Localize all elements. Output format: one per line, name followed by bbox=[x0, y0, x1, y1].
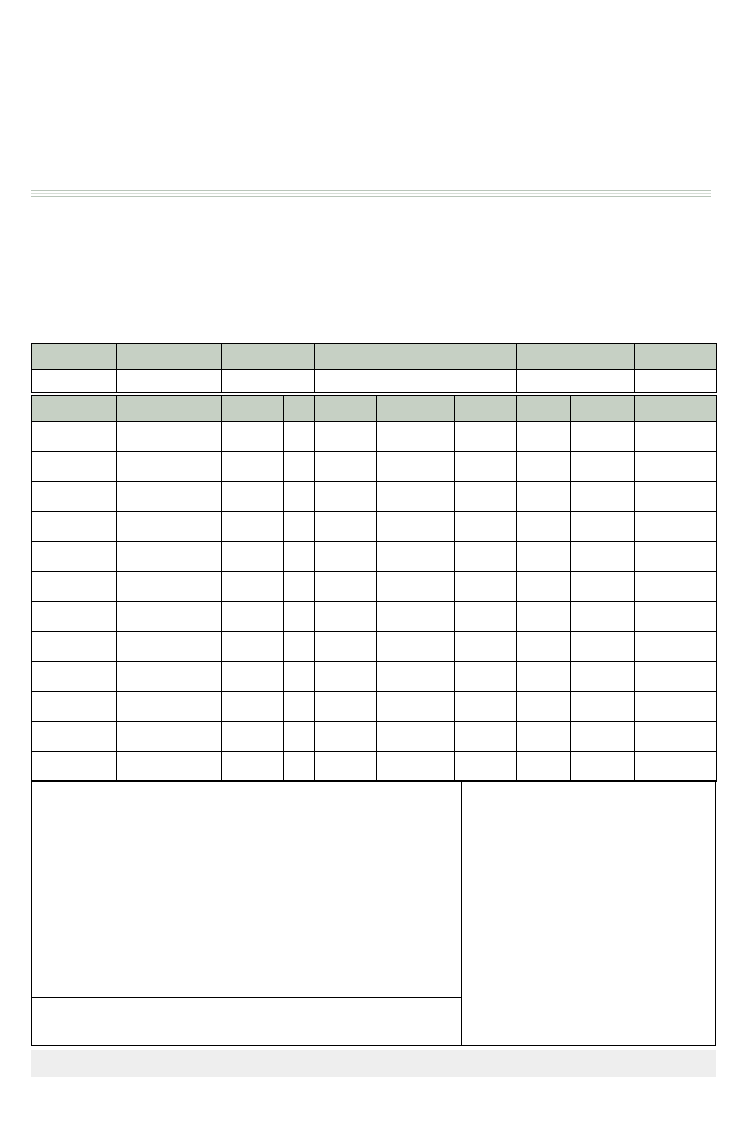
item-cell-location[interactable] bbox=[32, 542, 117, 572]
item-cell-width[interactable] bbox=[315, 452, 377, 482]
item-cell-location[interactable] bbox=[32, 452, 117, 482]
item-cell-rate[interactable] bbox=[571, 602, 635, 632]
item-cell-product[interactable] bbox=[117, 422, 222, 452]
item-cell-width[interactable] bbox=[315, 692, 377, 722]
item-cell-product[interactable] bbox=[117, 752, 222, 782]
table-row bbox=[32, 482, 717, 512]
item-cell-location[interactable] bbox=[32, 422, 117, 452]
ref-header-arch bbox=[222, 344, 315, 370]
items-body bbox=[32, 422, 717, 782]
item-cell-area[interactable] bbox=[455, 542, 517, 572]
header-divider-3 bbox=[31, 196, 711, 197]
ref-header-due-date bbox=[635, 344, 717, 370]
item-cell-rate[interactable] bbox=[571, 422, 635, 452]
item-cell-line-total[interactable] bbox=[635, 452, 717, 482]
item-cell-product[interactable] bbox=[117, 632, 222, 662]
item-cell-width[interactable] bbox=[315, 482, 377, 512]
item-cell-depth[interactable] bbox=[377, 662, 455, 692]
ref-cell-date[interactable] bbox=[117, 370, 222, 393]
item-cell-product[interactable] bbox=[117, 452, 222, 482]
item-cell-location[interactable] bbox=[32, 482, 117, 512]
items-header-location bbox=[32, 396, 117, 422]
item-cell-depth[interactable] bbox=[377, 512, 455, 542]
items-header-qty bbox=[284, 396, 315, 422]
footer-bar bbox=[31, 1050, 716, 1077]
item-cell-depth[interactable] bbox=[377, 632, 455, 662]
item-cell-units[interactable] bbox=[517, 662, 571, 692]
table-row bbox=[32, 662, 717, 692]
item-cell-rate[interactable] bbox=[571, 452, 635, 482]
item-cell-units[interactable] bbox=[517, 722, 571, 752]
bill-to-country-label bbox=[0, 305, 113, 323]
item-cell-width[interactable] bbox=[315, 572, 377, 602]
item-cell-depth[interactable] bbox=[377, 542, 455, 572]
item-cell-units[interactable] bbox=[517, 512, 571, 542]
ref-cell-po[interactable] bbox=[315, 370, 517, 393]
item-cell-area[interactable] bbox=[455, 572, 517, 602]
item-cell-product[interactable] bbox=[117, 692, 222, 722]
item-cell-line-total[interactable] bbox=[635, 722, 717, 752]
item-cell-product[interactable] bbox=[117, 512, 222, 542]
item-cell-line-total[interactable] bbox=[635, 512, 717, 542]
item-cell-area[interactable] bbox=[455, 632, 517, 662]
item-cell-rate[interactable] bbox=[571, 632, 635, 662]
item-cell-location[interactable] bbox=[32, 692, 117, 722]
item-cell-depth[interactable] bbox=[377, 482, 455, 512]
item-cell-units[interactable] bbox=[517, 572, 571, 602]
item-cell-area[interactable] bbox=[455, 422, 517, 452]
item-cell-area[interactable] bbox=[455, 602, 517, 632]
item-cell-qty[interactable] bbox=[284, 752, 315, 782]
item-cell-location[interactable] bbox=[32, 512, 117, 542]
items-header-line-total bbox=[635, 396, 717, 422]
table-row bbox=[32, 602, 717, 632]
items-header-units bbox=[517, 396, 571, 422]
item-cell-width[interactable] bbox=[315, 422, 377, 452]
item-cell-rate[interactable] bbox=[571, 752, 635, 782]
item-cell-rate[interactable] bbox=[571, 722, 635, 752]
item-cell-qty[interactable] bbox=[284, 632, 315, 662]
item-cell-line-total[interactable] bbox=[635, 572, 717, 602]
item-cell-area[interactable] bbox=[455, 722, 517, 752]
items-header-product bbox=[117, 396, 222, 422]
item-cell-product[interactable] bbox=[117, 572, 222, 602]
reference-table bbox=[31, 343, 717, 393]
item-cell-area[interactable] bbox=[455, 752, 517, 782]
ref-header-po bbox=[315, 344, 517, 370]
bill-to-name-label bbox=[0, 251, 113, 269]
items-header-rate bbox=[571, 396, 635, 422]
header-divider-2 bbox=[31, 193, 711, 194]
item-cell-units[interactable] bbox=[517, 692, 571, 722]
item-cell-product[interactable] bbox=[117, 662, 222, 692]
table-row bbox=[32, 692, 717, 722]
item-cell-product[interactable] bbox=[117, 482, 222, 512]
summary-section bbox=[31, 780, 716, 1046]
item-cell-width[interactable] bbox=[315, 602, 377, 632]
terms-box bbox=[32, 781, 462, 998]
item-cell-qty[interactable] bbox=[284, 422, 315, 452]
item-cell-units[interactable] bbox=[517, 452, 571, 482]
item-cell-units[interactable] bbox=[517, 632, 571, 662]
item-cell-qty[interactable] bbox=[284, 662, 315, 692]
item-cell-qty[interactable] bbox=[284, 572, 315, 602]
table-row bbox=[32, 722, 717, 752]
item-cell-location[interactable] bbox=[32, 632, 117, 662]
item-cell-rate[interactable] bbox=[571, 692, 635, 722]
items-header-shade bbox=[222, 396, 284, 422]
item-cell-line-total[interactable] bbox=[635, 602, 717, 632]
table-row bbox=[32, 512, 717, 542]
items-header-depth bbox=[377, 396, 455, 422]
item-cell-depth[interactable] bbox=[377, 752, 455, 782]
item-cell-product[interactable] bbox=[117, 542, 222, 572]
item-cell-shade[interactable] bbox=[222, 482, 284, 512]
item-cell-area[interactable] bbox=[455, 692, 517, 722]
item-cell-width[interactable] bbox=[315, 512, 377, 542]
table-row bbox=[32, 542, 717, 572]
item-cell-line-total[interactable] bbox=[635, 632, 717, 662]
items-header-width bbox=[315, 396, 377, 422]
item-cell-line-total[interactable] bbox=[635, 692, 717, 722]
item-cell-line-total[interactable] bbox=[635, 752, 717, 782]
items-header-area bbox=[455, 396, 517, 422]
bill-to-fields bbox=[0, 232, 113, 341]
site-city-label bbox=[300, 269, 457, 287]
bill-to-phone-label bbox=[0, 323, 113, 341]
item-cell-depth[interactable] bbox=[377, 452, 455, 482]
item-cell-shade[interactable] bbox=[222, 422, 284, 452]
item-cell-width[interactable] bbox=[315, 752, 377, 782]
item-cell-location[interactable] bbox=[32, 602, 117, 632]
item-cell-rate[interactable] bbox=[571, 542, 635, 572]
item-cell-shade[interactable] bbox=[222, 632, 284, 662]
item-cell-area[interactable] bbox=[455, 482, 517, 512]
item-cell-rate[interactable] bbox=[571, 512, 635, 542]
item-cell-units[interactable] bbox=[517, 752, 571, 782]
item-cell-shade[interactable] bbox=[222, 692, 284, 722]
site-address-fields bbox=[300, 232, 457, 323]
item-cell-rate[interactable] bbox=[571, 662, 635, 692]
site-name-label bbox=[300, 232, 457, 251]
item-cell-qty[interactable] bbox=[284, 722, 315, 752]
item-cell-units[interactable] bbox=[517, 602, 571, 632]
item-cell-shade[interactable] bbox=[222, 752, 284, 782]
table-row bbox=[32, 452, 717, 482]
item-cell-qty[interactable] bbox=[284, 452, 315, 482]
table-row bbox=[32, 422, 717, 452]
table-row bbox=[32, 572, 717, 602]
item-cell-units[interactable] bbox=[517, 422, 571, 452]
item-cell-depth[interactable] bbox=[377, 602, 455, 632]
item-cell-location[interactable] bbox=[32, 662, 117, 692]
item-cell-shade[interactable] bbox=[222, 542, 284, 572]
site-country-label bbox=[300, 287, 457, 305]
item-cell-depth[interactable] bbox=[377, 692, 455, 722]
ref-cell-due-date[interactable] bbox=[635, 370, 717, 393]
item-cell-area[interactable] bbox=[455, 662, 517, 692]
item-cell-location[interactable] bbox=[32, 722, 117, 752]
item-cell-shade[interactable] bbox=[222, 452, 284, 482]
item-cell-qty[interactable] bbox=[284, 482, 315, 512]
header-divider bbox=[31, 190, 711, 191]
table-row bbox=[32, 632, 717, 662]
item-cell-qty[interactable] bbox=[284, 692, 315, 722]
item-cell-product[interactable] bbox=[117, 602, 222, 632]
item-cell-product[interactable] bbox=[117, 722, 222, 752]
item-cell-depth[interactable] bbox=[377, 722, 455, 752]
item-cell-rate[interactable] bbox=[571, 572, 635, 602]
item-cell-location[interactable] bbox=[32, 572, 117, 602]
item-cell-qty[interactable] bbox=[284, 512, 315, 542]
item-cell-shade[interactable] bbox=[222, 602, 284, 632]
ref-header-ref-no bbox=[32, 344, 117, 370]
ref-cell-arch[interactable] bbox=[222, 370, 315, 393]
item-cell-shade[interactable] bbox=[222, 572, 284, 602]
item-cell-width[interactable] bbox=[315, 632, 377, 662]
signature-box bbox=[32, 997, 462, 1045]
item-cell-line-total[interactable] bbox=[635, 542, 717, 572]
item-cell-shade[interactable] bbox=[222, 512, 284, 542]
item-cell-depth[interactable] bbox=[377, 422, 455, 452]
item-cell-depth[interactable] bbox=[377, 572, 455, 602]
site-contact-label bbox=[300, 305, 457, 323]
item-cell-width[interactable] bbox=[315, 662, 377, 692]
item-cell-qty[interactable] bbox=[284, 542, 315, 572]
ref-cell-sales-rep[interactable] bbox=[517, 370, 635, 393]
item-cell-units[interactable] bbox=[517, 542, 571, 572]
item-cell-line-total[interactable] bbox=[635, 482, 717, 512]
ref-header-date bbox=[117, 344, 222, 370]
item-cell-area[interactable] bbox=[455, 452, 517, 482]
item-cell-shade[interactable] bbox=[222, 662, 284, 692]
ref-cell-ref-no[interactable] bbox=[32, 370, 117, 393]
item-cell-line-total[interactable] bbox=[635, 422, 717, 452]
bill-to-city-label bbox=[0, 287, 113, 305]
item-cell-qty[interactable] bbox=[284, 602, 315, 632]
bill-to-address-label bbox=[0, 269, 113, 287]
site-address-label bbox=[300, 251, 457, 269]
item-cell-units[interactable] bbox=[517, 482, 571, 512]
item-cell-rate[interactable] bbox=[571, 482, 635, 512]
item-cell-width[interactable] bbox=[315, 722, 377, 752]
table-row bbox=[32, 752, 717, 782]
items-table bbox=[31, 395, 717, 782]
ref-header-sales-rep bbox=[517, 344, 635, 370]
item-cell-line-total[interactable] bbox=[635, 662, 717, 692]
item-cell-location[interactable] bbox=[32, 752, 117, 782]
item-cell-area[interactable] bbox=[455, 512, 517, 542]
bill-to-cust-label bbox=[0, 232, 113, 251]
item-cell-width[interactable] bbox=[315, 542, 377, 572]
item-cell-shade[interactable] bbox=[222, 722, 284, 752]
